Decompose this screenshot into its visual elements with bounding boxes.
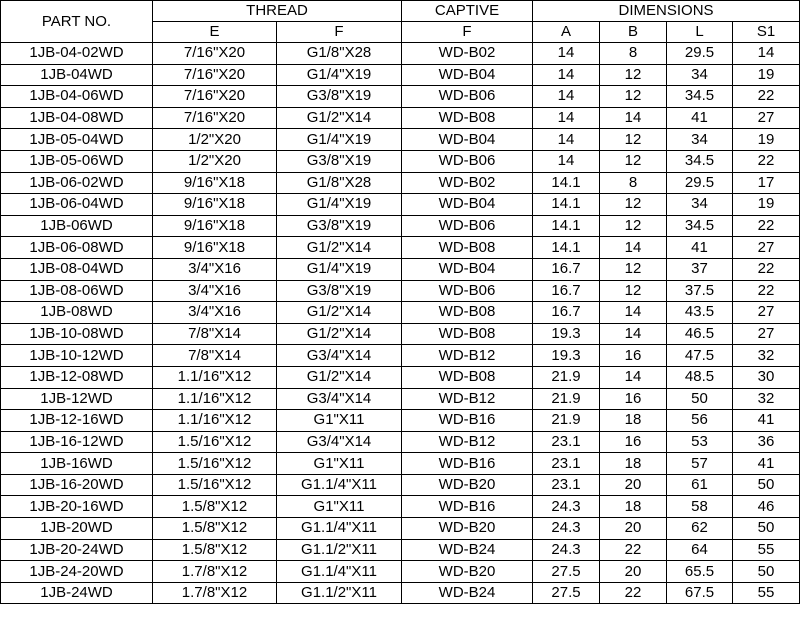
table-body xyxy=(1,43,800,604)
cell-dim-s1: 50 xyxy=(733,561,800,583)
cell-dim-l: 67.5 xyxy=(667,582,733,604)
table-row xyxy=(1,194,800,216)
cell-thread-e: 1/2"X20 xyxy=(153,129,277,151)
cell-dim-b: 20 xyxy=(600,474,667,496)
cell-thread-e: 7/16"X20 xyxy=(153,64,277,86)
cell-thread-e: 1.1/16"X12 xyxy=(153,366,277,388)
cell-dim-s1: 30 xyxy=(733,366,800,388)
cell-dim-a: 24.3 xyxy=(533,518,600,540)
cell-thread-f: G1.1/2"X11 xyxy=(277,539,402,561)
table-row xyxy=(1,280,800,302)
cell-thread-f: G3/8"X19 xyxy=(277,150,402,172)
table-row xyxy=(1,388,800,410)
cell-dim-a: 16.7 xyxy=(533,302,600,324)
cell-dim-l: 34 xyxy=(667,129,733,151)
table-row xyxy=(1,129,800,151)
header-captive: CAPTIVE xyxy=(402,1,533,22)
cell-dim-l: 56 xyxy=(667,410,733,432)
cell-dim-b: 12 xyxy=(600,86,667,108)
cell-thread-e: 1.5/16"X12 xyxy=(153,453,277,475)
cell-captive-f: WD-B24 xyxy=(402,582,533,604)
cell-thread-e: 7/8"X14 xyxy=(153,345,277,367)
cell-dim-a: 19.3 xyxy=(533,345,600,367)
cell-dim-l: 57 xyxy=(667,453,733,475)
cell-dim-l: 61 xyxy=(667,474,733,496)
table-row xyxy=(1,215,800,237)
cell-thread-e: 1.1/16"X12 xyxy=(153,388,277,410)
cell-dim-l: 64 xyxy=(667,539,733,561)
cell-dim-a: 14 xyxy=(533,150,600,172)
cell-part-no: 1JB-12-16WD xyxy=(1,410,153,432)
table-row xyxy=(1,323,800,345)
cell-dim-b: 12 xyxy=(600,129,667,151)
cell-part-no: 1JB-06-04WD xyxy=(1,194,153,216)
cell-part-no: 1JB-08-06WD xyxy=(1,280,153,302)
cell-dim-s1: 36 xyxy=(733,431,800,453)
cell-dim-l: 65.5 xyxy=(667,561,733,583)
cell-captive-f: WD-B08 xyxy=(402,323,533,345)
cell-thread-f: G1.1/4"X11 xyxy=(277,518,402,540)
cell-thread-f: G1.1/4"X11 xyxy=(277,474,402,496)
cell-dim-l: 47.5 xyxy=(667,345,733,367)
cell-captive-f: WD-B08 xyxy=(402,107,533,129)
cell-captive-f: WD-B02 xyxy=(402,172,533,194)
cell-dim-a: 14 xyxy=(533,107,600,129)
cell-dim-s1: 27 xyxy=(733,302,800,324)
cell-thread-e: 7/16"X20 xyxy=(153,86,277,108)
cell-captive-f: WD-B06 xyxy=(402,280,533,302)
cell-dim-a: 23.1 xyxy=(533,453,600,475)
cell-captive-f: WD-B08 xyxy=(402,366,533,388)
cell-dim-l: 48.5 xyxy=(667,366,733,388)
table-row xyxy=(1,410,800,432)
cell-dim-a: 14.1 xyxy=(533,194,600,216)
cell-dim-a: 14 xyxy=(533,86,600,108)
cell-captive-f: WD-B06 xyxy=(402,150,533,172)
table-row xyxy=(1,107,800,129)
cell-dim-l: 37.5 xyxy=(667,280,733,302)
header-thread-f: F xyxy=(277,22,402,43)
table-row xyxy=(1,43,800,65)
cell-dim-s1: 55 xyxy=(733,539,800,561)
cell-dim-s1: 22 xyxy=(733,258,800,280)
header-dim-s1: S1 xyxy=(733,22,800,43)
cell-dim-b: 12 xyxy=(600,64,667,86)
cell-dim-a: 16.7 xyxy=(533,280,600,302)
table-row xyxy=(1,150,800,172)
table-header xyxy=(1,1,800,43)
cell-thread-f: G1/8"X28 xyxy=(277,172,402,194)
cell-dim-l: 41 xyxy=(667,237,733,259)
cell-dim-a: 23.1 xyxy=(533,474,600,496)
cell-dim-b: 20 xyxy=(600,518,667,540)
table-row xyxy=(1,237,800,259)
cell-dim-b: 14 xyxy=(600,323,667,345)
cell-dim-b: 18 xyxy=(600,496,667,518)
cell-dim-s1: 27 xyxy=(733,237,800,259)
cell-thread-f: G3/8"X19 xyxy=(277,280,402,302)
cell-dim-a: 21.9 xyxy=(533,388,600,410)
cell-dim-l: 43.5 xyxy=(667,302,733,324)
cell-dim-b: 22 xyxy=(600,582,667,604)
cell-dim-l: 53 xyxy=(667,431,733,453)
cell-dim-a: 14.1 xyxy=(533,215,600,237)
cell-thread-f: G1/2"X14 xyxy=(277,237,402,259)
cell-dim-l: 50 xyxy=(667,388,733,410)
cell-captive-f: WD-B16 xyxy=(402,453,533,475)
cell-captive-f: WD-B12 xyxy=(402,345,533,367)
cell-dim-b: 18 xyxy=(600,410,667,432)
cell-dim-b: 14 xyxy=(600,302,667,324)
cell-dim-b: 8 xyxy=(600,43,667,65)
cell-dim-l: 37 xyxy=(667,258,733,280)
cell-thread-e: 1.7/8"X12 xyxy=(153,582,277,604)
cell-thread-f: G3/8"X19 xyxy=(277,215,402,237)
cell-thread-e: 3/4"X16 xyxy=(153,258,277,280)
cell-thread-f: G1"X11 xyxy=(277,453,402,475)
table-row xyxy=(1,453,800,475)
cell-part-no: 1JB-06WD xyxy=(1,215,153,237)
cell-dim-a: 16.7 xyxy=(533,258,600,280)
cell-dim-a: 24.3 xyxy=(533,496,600,518)
cell-captive-f: WD-B04 xyxy=(402,258,533,280)
cell-dim-l: 46.5 xyxy=(667,323,733,345)
cell-dim-l: 41 xyxy=(667,107,733,129)
cell-part-no: 1JB-05-04WD xyxy=(1,129,153,151)
cell-dim-s1: 32 xyxy=(733,388,800,410)
cell-thread-e: 1.5/8"X12 xyxy=(153,496,277,518)
cell-part-no: 1JB-12WD xyxy=(1,388,153,410)
cell-dim-a: 27.5 xyxy=(533,582,600,604)
table-row xyxy=(1,518,800,540)
cell-dim-b: 16 xyxy=(600,388,667,410)
cell-part-no: 1JB-16-20WD xyxy=(1,474,153,496)
table-row xyxy=(1,582,800,604)
header-captive-f: F xyxy=(402,22,533,43)
cell-dim-a: 23.1 xyxy=(533,431,600,453)
cell-captive-f: WD-B16 xyxy=(402,496,533,518)
cell-part-no: 1JB-06-08WD xyxy=(1,237,153,259)
header-thread-e: E xyxy=(153,22,277,43)
cell-dim-s1: 46 xyxy=(733,496,800,518)
cell-part-no: 1JB-24-20WD xyxy=(1,561,153,583)
cell-thread-f: G1/2"X14 xyxy=(277,366,402,388)
cell-dim-s1: 19 xyxy=(733,194,800,216)
table-row xyxy=(1,172,800,194)
cell-thread-f: G1/2"X14 xyxy=(277,323,402,345)
cell-dim-b: 12 xyxy=(600,258,667,280)
cell-part-no: 1JB-06-02WD xyxy=(1,172,153,194)
table-row xyxy=(1,539,800,561)
cell-thread-e: 3/4"X16 xyxy=(153,280,277,302)
cell-dim-a: 14 xyxy=(533,129,600,151)
header-dim-a: A xyxy=(533,22,600,43)
header-dimensions: DIMENSIONS xyxy=(533,1,800,22)
cell-dim-l: 34.5 xyxy=(667,215,733,237)
cell-dim-s1: 17 xyxy=(733,172,800,194)
cell-dim-s1: 50 xyxy=(733,518,800,540)
cell-dim-a: 21.9 xyxy=(533,366,600,388)
cell-part-no: 1JB-16-12WD xyxy=(1,431,153,453)
cell-thread-e: 7/16"X20 xyxy=(153,107,277,129)
cell-part-no: 1JB-12-08WD xyxy=(1,366,153,388)
table-row xyxy=(1,366,800,388)
cell-thread-e: 7/16"X20 xyxy=(153,43,277,65)
cell-thread-e: 1.5/16"X12 xyxy=(153,474,277,496)
cell-thread-f: G1/4"X19 xyxy=(277,258,402,280)
cell-part-no: 1JB-20-16WD xyxy=(1,496,153,518)
cell-part-no: 1JB-16WD xyxy=(1,453,153,475)
table-row xyxy=(1,258,800,280)
cell-part-no: 1JB-20-24WD xyxy=(1,539,153,561)
cell-thread-e: 9/16"X18 xyxy=(153,215,277,237)
cell-part-no: 1JB-04-06WD xyxy=(1,86,153,108)
cell-dim-l: 34.5 xyxy=(667,150,733,172)
cell-thread-f: G1"X11 xyxy=(277,496,402,518)
cell-dim-b: 18 xyxy=(600,453,667,475)
cell-dim-l: 58 xyxy=(667,496,733,518)
cell-part-no: 1JB-10-12WD xyxy=(1,345,153,367)
cell-thread-e: 1.7/8"X12 xyxy=(153,561,277,583)
cell-part-no: 1JB-08WD xyxy=(1,302,153,324)
cell-dim-a: 14.1 xyxy=(533,172,600,194)
header-part-no: PART NO. xyxy=(1,1,153,43)
cell-dim-s1: 32 xyxy=(733,345,800,367)
cell-dim-s1: 22 xyxy=(733,150,800,172)
cell-thread-f: G1.1/2"X11 xyxy=(277,582,402,604)
cell-part-no: 1JB-24WD xyxy=(1,582,153,604)
cell-dim-b: 12 xyxy=(600,194,667,216)
table-row xyxy=(1,474,800,496)
cell-captive-f: WD-B24 xyxy=(402,539,533,561)
cell-thread-f: G3/4"X14 xyxy=(277,431,402,453)
cell-dim-a: 21.9 xyxy=(533,410,600,432)
cell-dim-a: 24.3 xyxy=(533,539,600,561)
table-row xyxy=(1,86,800,108)
cell-captive-f: WD-B20 xyxy=(402,561,533,583)
cell-thread-f: G3/8"X19 xyxy=(277,86,402,108)
cell-dim-a: 27.5 xyxy=(533,561,600,583)
header-dim-l: L xyxy=(667,22,733,43)
cell-thread-f: G1/2"X14 xyxy=(277,302,402,324)
cell-part-no: 1JB-05-06WD xyxy=(1,150,153,172)
cell-dim-b: 20 xyxy=(600,561,667,583)
cell-captive-f: WD-B06 xyxy=(402,86,533,108)
cell-captive-f: WD-B20 xyxy=(402,518,533,540)
cell-dim-b: 22 xyxy=(600,539,667,561)
cell-captive-f: WD-B04 xyxy=(402,64,533,86)
cell-dim-l: 29.5 xyxy=(667,43,733,65)
header-row-groups xyxy=(1,1,800,22)
cell-thread-f: G1"X11 xyxy=(277,410,402,432)
table-row xyxy=(1,431,800,453)
cell-thread-e: 1.5/8"X12 xyxy=(153,518,277,540)
cell-thread-f: G3/4"X14 xyxy=(277,345,402,367)
cell-dim-s1: 50 xyxy=(733,474,800,496)
cell-thread-e: 1.5/16"X12 xyxy=(153,431,277,453)
cell-dim-b: 14 xyxy=(600,107,667,129)
cell-thread-e: 1.5/8"X12 xyxy=(153,539,277,561)
cell-thread-e: 9/16"X18 xyxy=(153,172,277,194)
cell-dim-a: 14 xyxy=(533,43,600,65)
cell-thread-e: 1.1/16"X12 xyxy=(153,410,277,432)
cell-dim-s1: 27 xyxy=(733,323,800,345)
cell-dim-b: 14 xyxy=(600,237,667,259)
cell-captive-f: WD-B16 xyxy=(402,410,533,432)
cell-dim-s1: 22 xyxy=(733,86,800,108)
cell-captive-f: WD-B12 xyxy=(402,388,533,410)
cell-dim-a: 14.1 xyxy=(533,237,600,259)
cell-part-no: 1JB-10-08WD xyxy=(1,323,153,345)
cell-dim-a: 14 xyxy=(533,64,600,86)
table-row xyxy=(1,345,800,367)
cell-captive-f: WD-B02 xyxy=(402,43,533,65)
cell-dim-b: 16 xyxy=(600,345,667,367)
cell-thread-e: 9/16"X18 xyxy=(153,237,277,259)
cell-thread-e: 1/2"X20 xyxy=(153,150,277,172)
header-dim-b: B xyxy=(600,22,667,43)
cell-captive-f: WD-B08 xyxy=(402,237,533,259)
cell-dim-b: 16 xyxy=(600,431,667,453)
cell-thread-e: 3/4"X16 xyxy=(153,302,277,324)
cell-dim-s1: 27 xyxy=(733,107,800,129)
cell-dim-s1: 14 xyxy=(733,43,800,65)
cell-thread-f: G1/2"X14 xyxy=(277,107,402,129)
cell-part-no: 1JB-04-08WD xyxy=(1,107,153,129)
cell-dim-l: 34.5 xyxy=(667,86,733,108)
cell-captive-f: WD-B12 xyxy=(402,431,533,453)
cell-thread-f: G1/4"X19 xyxy=(277,194,402,216)
cell-dim-s1: 19 xyxy=(733,64,800,86)
cell-dim-s1: 22 xyxy=(733,280,800,302)
cell-dim-b: 12 xyxy=(600,150,667,172)
cell-dim-l: 62 xyxy=(667,518,733,540)
cell-captive-f: WD-B20 xyxy=(402,474,533,496)
cell-dim-a: 19.3 xyxy=(533,323,600,345)
cell-captive-f: WD-B06 xyxy=(402,215,533,237)
cell-thread-f: G1/4"X19 xyxy=(277,64,402,86)
cell-part-no: 1JB-04WD xyxy=(1,64,153,86)
table-row xyxy=(1,561,800,583)
cell-thread-f: G3/4"X14 xyxy=(277,388,402,410)
cell-part-no: 1JB-20WD xyxy=(1,518,153,540)
cell-dim-b: 14 xyxy=(600,366,667,388)
cell-captive-f: WD-B04 xyxy=(402,194,533,216)
cell-dim-b: 12 xyxy=(600,215,667,237)
cell-thread-e: 7/8"X14 xyxy=(153,323,277,345)
cell-part-no: 1JB-08-04WD xyxy=(1,258,153,280)
cell-dim-l: 34 xyxy=(667,194,733,216)
cell-part-no: 1JB-04-02WD xyxy=(1,43,153,65)
header-thread: THREAD xyxy=(153,1,402,22)
cell-dim-s1: 22 xyxy=(733,215,800,237)
table-row xyxy=(1,302,800,324)
cell-dim-b: 12 xyxy=(600,280,667,302)
cell-dim-l: 34 xyxy=(667,64,733,86)
cell-thread-f: G1/8"X28 xyxy=(277,43,402,65)
cell-captive-f: WD-B04 xyxy=(402,129,533,151)
cell-dim-s1: 41 xyxy=(733,453,800,475)
cell-thread-f: G1.1/4"X11 xyxy=(277,561,402,583)
cell-captive-f: WD-B08 xyxy=(402,302,533,324)
table-row xyxy=(1,496,800,518)
cell-dim-s1: 19 xyxy=(733,129,800,151)
cell-thread-f: G1/4"X19 xyxy=(277,129,402,151)
cell-dim-s1: 41 xyxy=(733,410,800,432)
cell-dim-b: 8 xyxy=(600,172,667,194)
cell-dim-s1: 55 xyxy=(733,582,800,604)
table-row xyxy=(1,64,800,86)
cell-thread-e: 9/16"X18 xyxy=(153,194,277,216)
cell-dim-l: 29.5 xyxy=(667,172,733,194)
